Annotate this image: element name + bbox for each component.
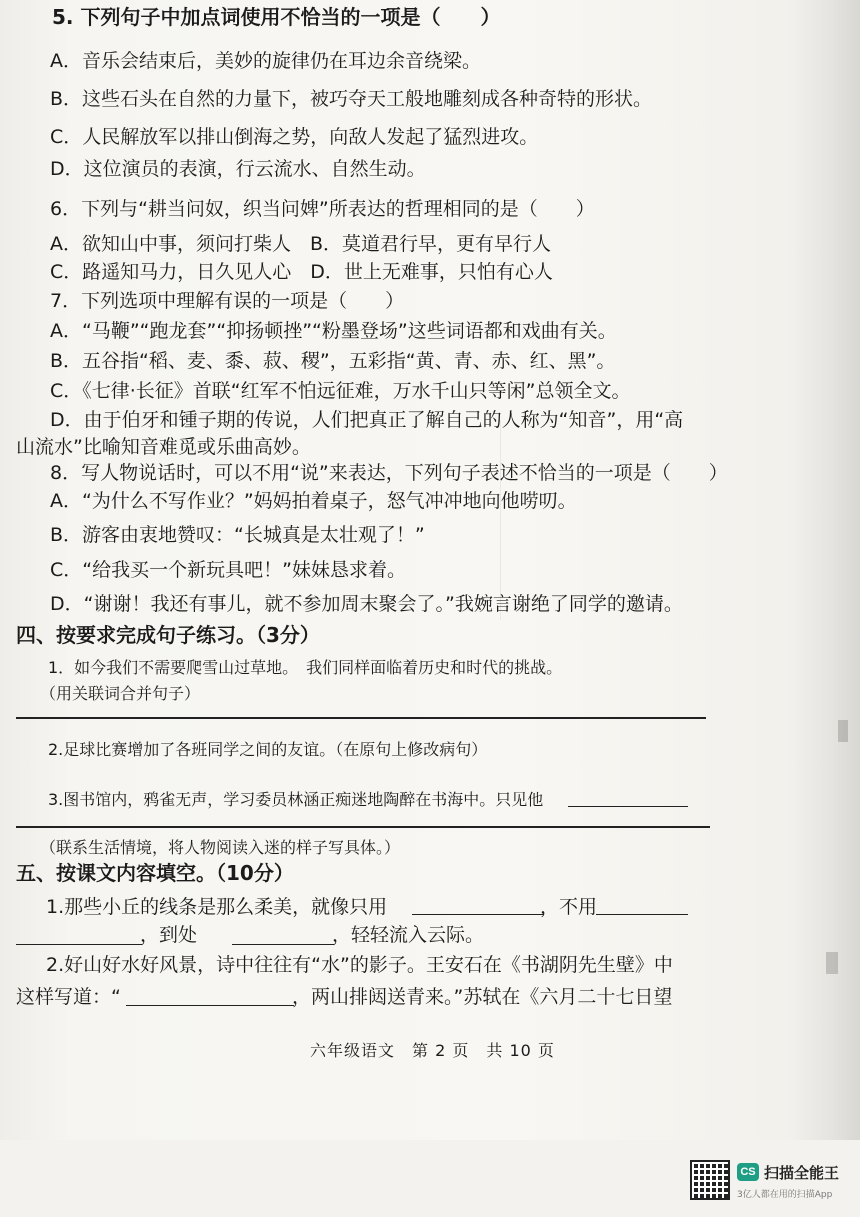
- sec5-item1-blank-2[interactable]: [596, 914, 688, 915]
- q6-options-cd: C．路遥知马力，日久见人心 D．世上无难事，只怕有心人: [50, 261, 553, 283]
- page-footer: 六年级语文 第 2 页 共 10 页: [310, 1041, 555, 1060]
- q7-option-d-line2: 山流水”比喻知音难觅或乐曲高妙。: [16, 436, 311, 458]
- sec5-item2-text-c: ，两山排闼送青来。”苏轼在《六月二十七日望: [292, 986, 673, 1008]
- q7-option-c: C．《七律·长征》首联“红军不怕远征难，万水千山只等闲”总领全文。: [50, 380, 631, 402]
- sec5-item1-blank-4[interactable]: [232, 944, 334, 945]
- section-5-title: 五、按课文内容填空。（10分）: [16, 861, 294, 885]
- sec4-item3-answer-line[interactable]: [16, 826, 710, 828]
- edge-scan-mark: [838, 720, 848, 742]
- q5-option-c: C．人民解放军以排山倒海之势，向敌人发起了猛烈进攻。: [50, 126, 539, 148]
- q8-option-a: A．“为什么不写作业？”妈妈拍着桌子，怒气冲冲地向他唠叨。: [50, 490, 577, 512]
- q6-options-ab: A．欲知山中事，须问打柴人 B．莫道君行早，更有早行人: [50, 233, 552, 255]
- q8-option-b: B．游客由衷地赞叹：“长城真是太壮观了！”: [50, 524, 425, 546]
- sec4-item1: 1．如今我们不需要爬雪山过草地。 我们同样面临着历史和时代的挑战。: [48, 658, 563, 677]
- edge-scan-mark: [826, 952, 838, 974]
- q7-option-d-line1: D．由于伯牙和锺子期的传说，人们把真正了解自己的人称为“知音”，用“高: [50, 409, 684, 431]
- section-4-title: 四、按要求完成句子练习。（3分）: [16, 623, 320, 647]
- q5-option-a: A．音乐会结束后，美妙的旋律仍在耳边余音绕梁。: [50, 50, 481, 72]
- camscanner-logo-icon: CS: [737, 1163, 759, 1181]
- sec5-item1-text-b: ，不用: [540, 896, 598, 918]
- sec5-item1-blank-3[interactable]: [16, 944, 142, 945]
- q7-stem: 7．下列选项中理解有误的一项是（ ）: [50, 290, 405, 312]
- q8-stem: 8．写人物说话时，可以不用“说”来表达，下列句子表述不恰当的一项是（ ）: [50, 462, 728, 484]
- sec5-item1-text-d: ，轻轻流入云际。: [332, 924, 485, 946]
- q5-option-d: D．这位演员的表演，行云流水、自然生动。: [50, 158, 426, 180]
- sec4-item1-answer-line[interactable]: [16, 717, 706, 719]
- sec5-item1-text-a: 1.那些小丘的线条是那么柔美，就像只用: [46, 896, 388, 918]
- sec5-item1-text-c: ，到处: [140, 924, 198, 946]
- sec4-item1-requirement: （用关联词合并句子）: [40, 684, 201, 703]
- sec5-item2-blank-1[interactable]: [126, 1005, 294, 1006]
- sec4-item2: 2.足球比赛增加了各班同学之间的友谊。（在原句上修改病句）: [48, 740, 488, 759]
- scanner-app-name: 扫描全能王: [764, 1164, 840, 1182]
- scanner-watermark: [690, 1160, 850, 1204]
- q8-option-d: D．“谢谢！我还有事儿，就不参加周末聚会了。”我婉言谢绝了同学的邀请。: [50, 593, 683, 615]
- sec5-item1-blank-1[interactable]: [412, 914, 544, 915]
- scanner-tagline: 3亿人都在用的扫描App: [737, 1190, 833, 1200]
- sec5-item2-text-a: 2.好山好水好风景，诗中往往有“水”的影子。王安石在《书湖阴先生壁》中: [46, 954, 673, 976]
- sec5-item2-text-b: 这样写道：“: [16, 986, 121, 1008]
- q7-option-a: A．“马鞭”“跑龙套”“抑扬顿挫”“粉墨登场”这些词语都和戏曲有关。: [50, 320, 617, 342]
- qr-code-icon: [690, 1160, 730, 1200]
- q5-option-b: B．这些石头在自然的力量下，被巧夺天工般地雕刻成各种奇特的形状。: [50, 88, 653, 110]
- bleed-through-mark: [500, 420, 801, 620]
- q7-option-b: B．五谷指“稻、麦、黍、菽、稷”，五彩指“黄、青、赤、红、黑”。: [50, 350, 616, 372]
- sec4-item3: 3.图书馆内，鸦雀无声，学习委员林涵正痴迷地陶醉在书海中。只见他: [48, 790, 544, 809]
- sec4-item3-blank[interactable]: [568, 806, 688, 807]
- q5-stem: 5. 下列句子中加点词使用不恰当的一项是（ ）: [52, 5, 501, 29]
- sec4-item3-requirement: （联系生活情境，将人物阅读入迷的样子写具体。）: [40, 838, 401, 857]
- q8-option-c: C．“给我买一个新玩具吧！”妹妹恳求着。: [50, 559, 406, 581]
- q6-stem: 6．下列与“耕当问奴，织当问婢”所表达的哲理相同的是（ ）: [50, 198, 595, 220]
